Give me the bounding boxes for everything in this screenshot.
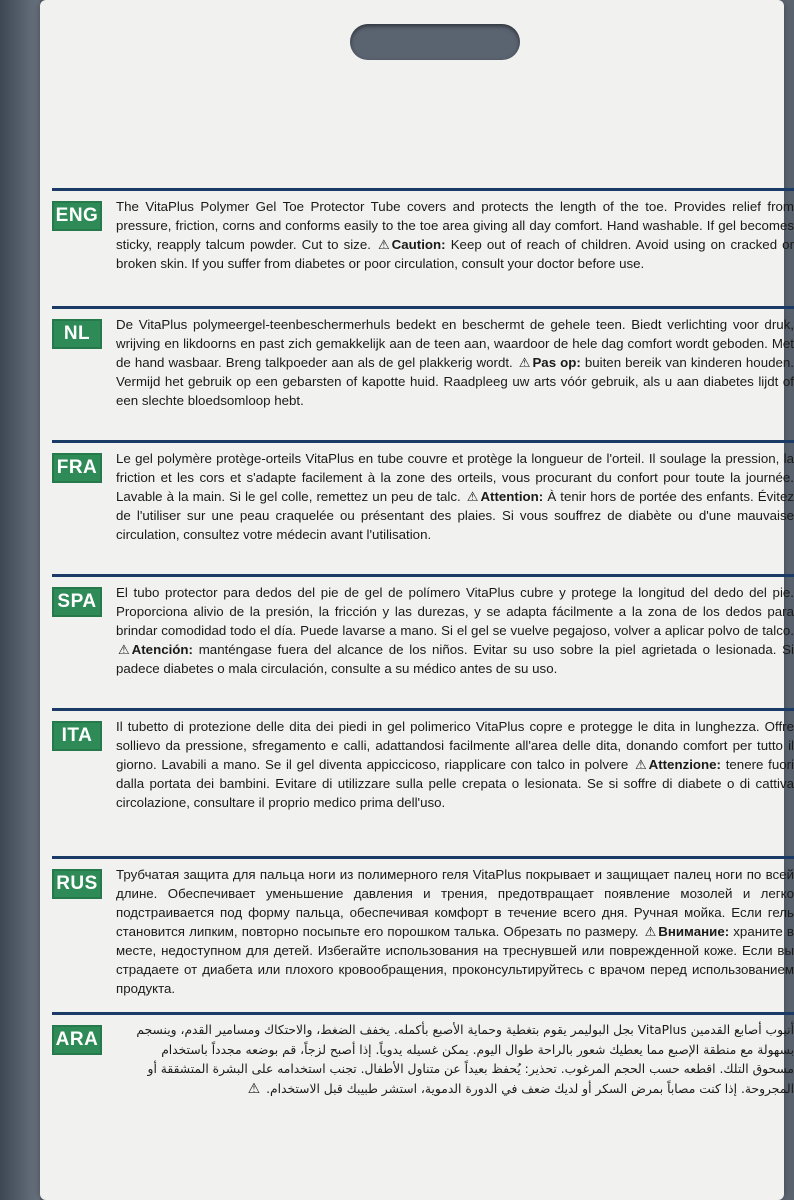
- caution-label: Внимание:: [658, 924, 730, 939]
- body-text: أنبوب أصابع القدمين VitaPlus بجل البوليمر يقوم بتغطية وحماية الأصبع بأكمله. يخفف الضغط، والاحتكاك ومسامير القدم، وينسجم بسهولة مع منطقة الإصبع مما يعطيك شعور بالراحة طوال اليوم. يمكن غسيله يدوياً. إذا أصبح لزجاً، قم بوضعه مجدداً باستخدام مسحوق التلك. اقطعه حسب الحجم المرغوب. تحذير: يُحفظ بعيداً عن متناول الأطفال. تجنب استخدامه على البشرة المتشققة أو المجروحة. إذا كنت مصاباً بمرض السكر أو لديك ضعف في الدورة الدموية، استشر طبيبك قبل الاستخدام.: [136, 1023, 794, 1096]
- background-left: [0, 0, 40, 1200]
- body-text: Трубчатая защита для пальца ноги из полимерного геля VitaPlus покрывает и защищает палец ноги по всей длине. Обеспечивает уменьшение давления и трения, предотвращает появление мозолей и легко подстраивается под форму пальца, обеспечивая комфорт в течение всего дня. Ручная мойка. Если гель становится липким, повторно посыпьте его порошком талька. Обрезать по размеру.: [116, 867, 794, 939]
- packaging-card: [40, 0, 794, 1200]
- section-fra: [52, 440, 794, 544]
- section-text: [116, 717, 794, 812]
- language-tag: NL: [52, 319, 102, 349]
- caution-text: Keep out of reach of children. Avoid using on cracked or broken skin. If you suffer from diabetes or poor circulation, consult your doctor before use.: [116, 237, 794, 271]
- language-tag: ENG: [52, 201, 102, 231]
- section-text: [116, 197, 794, 273]
- section-nl: [52, 306, 794, 410]
- language-tag: FRA: [52, 453, 102, 483]
- section-text: [116, 315, 794, 410]
- warning-icon: ⚠: [466, 489, 479, 504]
- warning-icon: ⚠: [518, 355, 531, 370]
- caution-text: manténgase fuera del alcance de los niños. Evitar su uso sobre la piel agrietada o lesionada. Si padece diabetes o mala circulación, consulte a su médico antes de su uso.: [116, 642, 794, 676]
- warning-icon: ⚠: [247, 1080, 261, 1097]
- caution-label: Atención:: [131, 642, 193, 657]
- section-rus: [52, 856, 794, 998]
- section-eng: [52, 188, 794, 273]
- language-tag: ITA: [52, 721, 102, 751]
- language-tag: RUS: [52, 869, 102, 899]
- caution-text: tenere fuori dalla portata dei bambini. Evitare di utilizzare sulla pelle crepata o lesionata. Se si soffre di diabete o di cattiva circolazione, consultare il proprio medico prima dell'uso.: [116, 757, 794, 810]
- warning-icon: ⚠: [118, 642, 130, 657]
- warning-icon: ⚠: [644, 924, 657, 939]
- body-text: El tubo protector para dedos del pie de gel de polímero VitaPlus cubre y protege la longitud del dedo del pie. Proporciona alivio de la presión, la fricción y las durezas, y se adapta fácilmente a la zona de los dedos para brindar comodidad todo el día. Puede lavarse a mano. Si el gel se vuelve pegajoso, volver a aplicar polvo de talco.: [116, 585, 794, 638]
- body-text: De VitaPlus polymeergel-teenbeschermerhuls bedekt en beschermt de gehele teen. Biedt verlichting voor druk, wrijving en likdoorns en past zich gemakkelijk aan de teen aan, waardoor de hele dag comfort wordt geboden. Met de hand wasbaar. Breng talkpoeder aan als de gel plakkerig wordt.: [116, 317, 794, 370]
- language-tag: SPA: [52, 587, 102, 617]
- language-tag: ARA: [52, 1025, 102, 1055]
- body-text: Le gel polymère protège-orteils VitaPlus en tube couvre et protège la longueur de l'orteil. Il soulage la pression, la friction et les cors et s'adapte facilement à la zone des orteils, vous procurant du confort pour toute la journée. Lavable à la main. Si le gel colle, remettez un peu de talc.: [116, 451, 794, 504]
- section-text: [116, 449, 794, 544]
- caution-text: buiten bereik van kinderen houden. Vermijd het gebruik op een gebarsten of kapotte huid. Raadpleeg uw arts vóór gebruik, als u aan diabetes lijdt of een slechte bloedsomloop hebt.: [116, 355, 794, 408]
- caution-text: храните в месте, недоступном для детей. Избегайте использования на треснувшей или поврежденной коже. Если вы страдаете от диабета или плохого кровообращения, проконсультируйтесь с врачом перед использованием продукта.: [116, 924, 794, 996]
- warning-icon: ⚠: [634, 757, 647, 772]
- section-text: [116, 865, 794, 998]
- section-text: [116, 583, 794, 678]
- hang-hole: [350, 24, 520, 60]
- body-text: Il tubetto di protezione delle dita dei piedi in gel polimerico VitaPlus copre e protegge le dita in lunghezza. Offre sollievo da pressione, sfregamento e calli, adattandosi facilmente all'area delle dita, donando comfort per tutto il giorno. Lavabili a mano. Se il gel diventa appiccicoso, riapplicare con talco in polvere: [116, 719, 794, 772]
- warning-icon: ⚠: [378, 237, 390, 252]
- section-text: [116, 1021, 794, 1099]
- section-ita: [52, 708, 794, 812]
- caution-label: Attenzione:: [648, 757, 721, 772]
- caution-label: Attention:: [480, 489, 544, 504]
- caution-label: Caution:: [391, 237, 446, 252]
- section-ara: [52, 1012, 794, 1099]
- caution-label: Pas op:: [532, 355, 581, 370]
- body-text: The VitaPlus Polymer Gel Toe Protector Tube covers and protects the length of the toe. Provides relief from pressure, friction, corns and conforms easily to the toe area giving all day comfort. Hand washable. If gel becomes sticky, reapply talcum powder. Cut to size.: [116, 199, 794, 252]
- section-spa: [52, 574, 794, 678]
- caution-text: À tenir hors de portée des enfants. Évitez de l'utiliser sur une peau craquelée ou présentant des plaies. Si vous souffrez de diabète ou d'une mauvaise circulation, consultez votre médecin avant l'utilisation.: [116, 489, 794, 542]
